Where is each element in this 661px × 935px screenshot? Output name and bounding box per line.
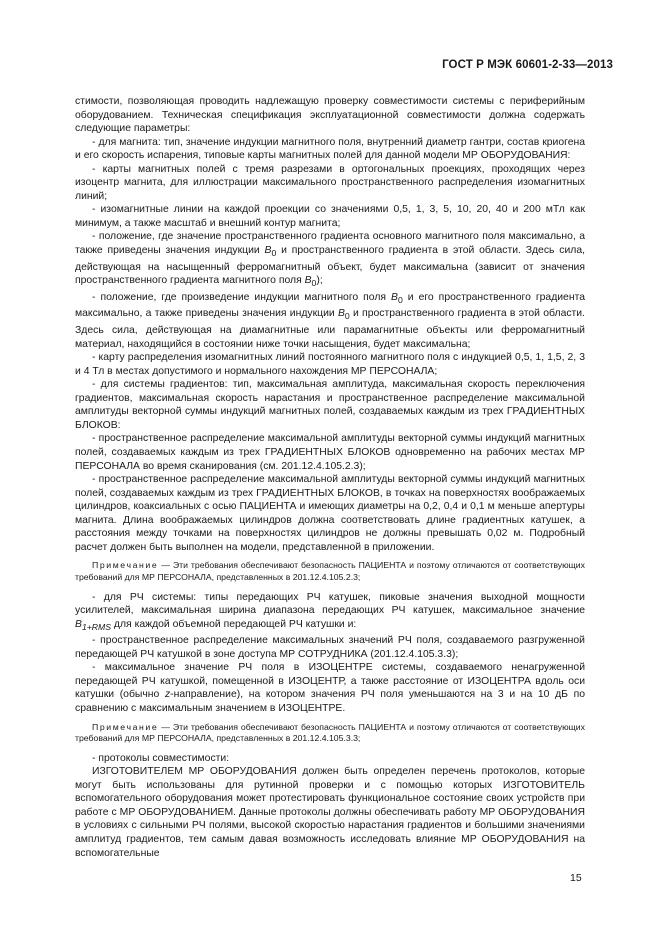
list-item: - пространственное распределение максимальных значений РЧ поля, создаваемого разгруженной передающей РЧ катушкой в зоне доступа МР СОТРУДНИКА (201.12.4.105.3.3); [75,635,585,660]
symbol-b: B [391,291,398,303]
list-item: - для системы градиентов: тип, максимальная амплитуда, максимальная скорость переключения градиентов, максимальная скорость нарастания и пространственное распределение максимальной амплитуды векторной суммы индукций магнитных полей, создаваемых каждым из трех ГРАДИЕНТНЫХ БЛОКОВ: [75,379,585,431]
symbol-z: z [164,689,171,701]
page-number: 15 [570,872,582,884]
list-item: - изомагнитные линии на каждой проекции со значениями 0,5, 1, 3, 5, 10, 20, 40 и 200 мТл как минимум, а также масштаб и внешний контур магнита; [75,204,585,229]
list-item: - карты магнитных полей с тремя разрезами в ортогональных проекциях, проходящих через изоцентр магнита, для иллюстрации максимального пространственного распределения изомагнитных линий; [75,163,585,202]
document-header: ГОСТ Р МЭК 60601-2-33—2013 [442,59,613,71]
list-item: - положение, где значение пространственного градиента основного магнитного поля максимально, а также приведены значения индукции $B_0$ и пространственного градиента в этой области. Здесь сила, действующая на насыщенный ферромагнитный объект, будет максимальна (зависит от значения пространственного градиента магнитного поля $B_0$); [75,231,585,289]
list-item: - для РЧ системы: типы передающих РЧ катушек, пиковые значения выходной мощности усилителей, максимальная ширина диапазона передающих РЧ катушек, максимальное значение $B_{1+RMS}$ для каждой объемной передающей РЧ катушки и: [75,591,585,632]
note: Примечание — Эти требования обеспечивают безопасность ПАЦИЕНТА и поэтому отличаются от соответствующих требований для МР ПЕРСОНАЛА, представленных в 201.12.4.105.3.3; [75,721,586,744]
note-label: Примечание [92,721,159,732]
subscript-1-rms: 1+RMS [81,621,112,632]
list-item: - максимальное значение РЧ поля в ИЗОЦЕНТРЕ системы, создаваемого ненагруженной передающей РЧ катушкой, помещенной в ИЗОЦЕНТР, а также расстояние от ИЗОЦЕНТРА вдоль оси катушки (обычно z-направление), на котором значения РЧ поля уменьшаются на 3 и на 10 дБ по сравнению с максимальным значением в ИЗОЦЕНТРЕ. [75,662,585,714]
symbol-b: B [264,245,272,257]
list-item: - пространственное распределение максимальной амплитуды векторной суммы индукций магнитных полей, создаваемых каждым из трех ГРАДИЕНТНЫХ БЛОКОВ, в точках на поверхностях воображаемых цилиндров, коаксиальных с осью ПАЦИЕНТА и имеющих диаметры на 0,2, 0,4 и 0,1 м меньше апертуры магнита. Длина воображаемых цилиндров должна соответствовать длине градиентных катушек, а расстояния между точками на поверхностях цилиндров не должны превышать 0,02 м. Подробный расчет должен быть выполнен на модели, представленной в приложении. [75,474,585,553]
page-body [75,95,585,860]
list-item: - пространственное распределение максимальной амплитуды векторной суммы индукций магнитных полей, создаваемых каждым из трех ГРАДИЕНТНЫХ БЛОКОВ одновременно на рабочих местах МР ПЕРСОНАЛА во время сканирования (см. 201.12.4.105.2.3); [75,433,585,472]
list-item: - протоколы совместимости: [92,752,230,764]
list-item: - положение, где произведение индукции магнитного поля $B_0$ и его пространственного градиента максимально, а также приведены значения индукции $B_0$ и пространственного градиента в этой области. Здесь сила, действующая на диамагнитные или парамагнитные объекты или ферромагнитный материал, находящийся в состоянии ниже точки насыщения, будет максимальна; [75,291,585,350]
symbol-b: B [337,308,345,320]
list-item: - карту распределения изомагнитных линий постоянного магнитного поля с индукцией 0,5, 1, 1,5, 2, 3 и 4 Тл в местах допустимого и нормального нахождения МР ПЕРСОНАЛА; [75,352,585,377]
subscript-0: 0 [397,294,403,305]
paragraph: ИЗГОТОВИТЕЛЕМ МР ОБОРУДОВАНИЯ должен быть определен перечень протоколов, которые могут быть использованы для рутинной проверки и с помощью которых ИЗГОТОВИТЕЛЬ вспомогательного оборудования может протестировать функциональное состояние своих устройств при работе с МР ОБОРУДОВАНИЕМ. Данные протоколы должны обеспечивать работу МР ОБОРУДОВАНИЯ в условиях с сильными РЧ полями, высокой скоростью нарастания градиентов и большими значениями амплитуд градиентов, тем самым давая возможность исследовать влияние МР ОБОРУДОВАНИЯ на вспомогательные [75,766,585,859]
note-label: Примечание [92,560,159,571]
subscript-0: 0 [344,311,350,322]
subscript-0: 0 [271,248,277,259]
symbol-b: B [304,275,312,287]
symbol-b: B [75,618,82,630]
note: Примечание — Эти требования обеспечивают безопасность ПАЦИЕНТА и поэтому отличаются от соответствующих требований для МР ПЕРСОНАЛА, представленных в 201.12.4.105.2.3; [75,560,586,582]
subscript-0: 0 [311,278,317,289]
list-item: - для магнита: тип, значение индукции магнитного поля, внутренний диаметр гантри, состав криогена и его скорость испарения, типовые карты магнитных полей для данной модели МР ОБОРУДОВАНИЯ: [75,136,585,162]
paragraph: стимости, позволяющая проводить надлежащую проверку совместимости системы с периферийным оборудованием. Техническая спецификация эксплуатационной совместимости должна содержать следующие параметры: [75,96,585,135]
